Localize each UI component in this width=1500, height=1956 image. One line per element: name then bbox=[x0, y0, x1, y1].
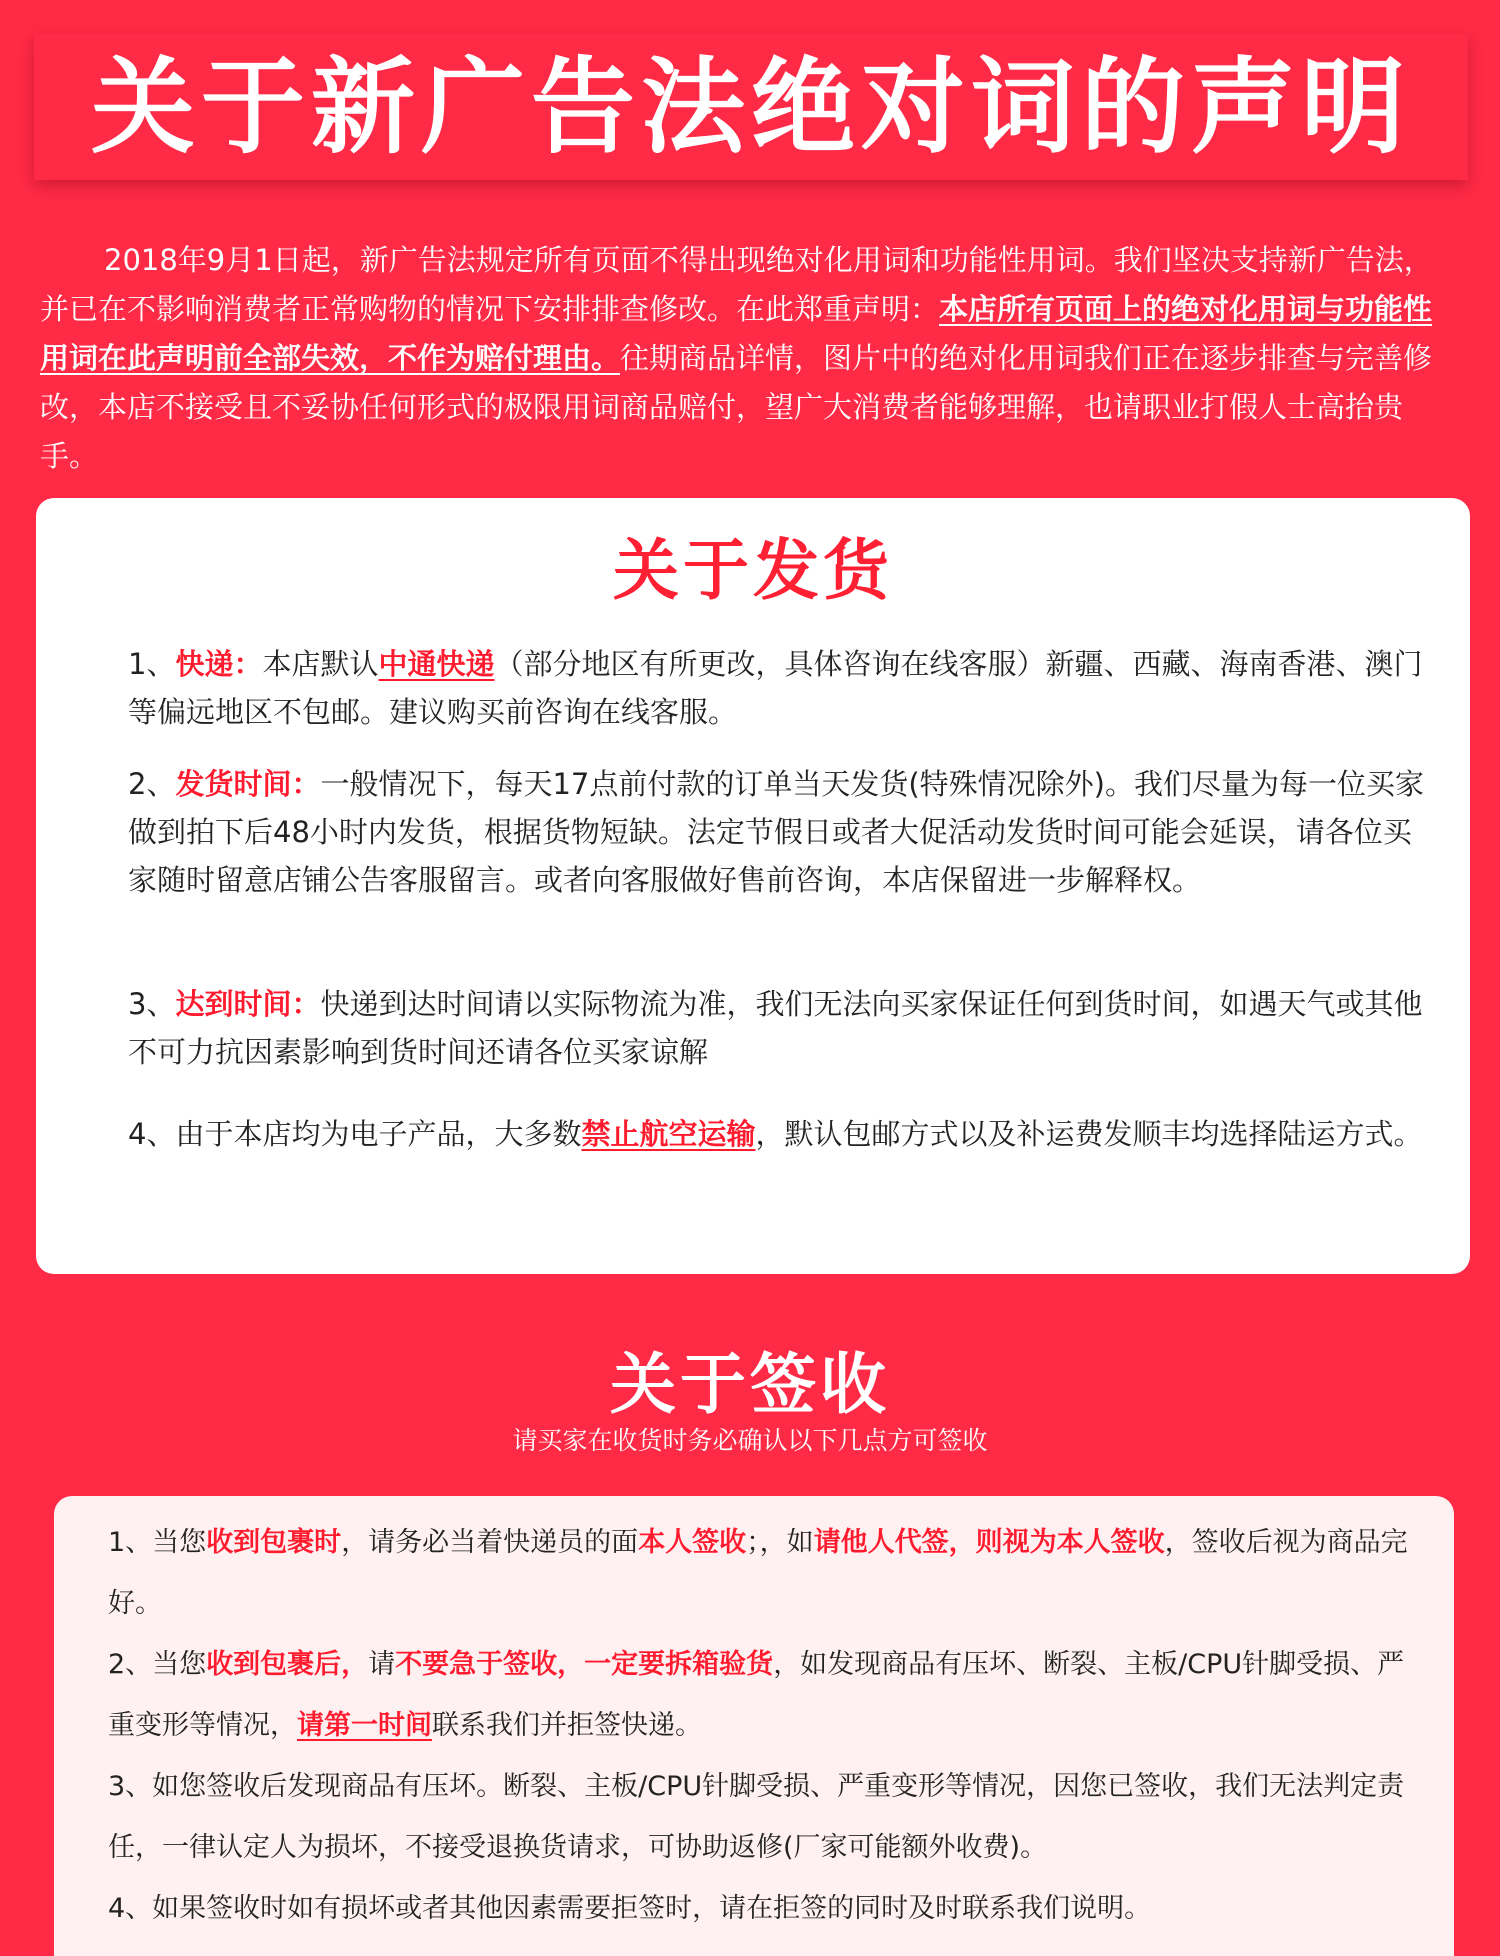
item-number: 1、 bbox=[128, 647, 176, 681]
item-text: 4、如果签收时如有损坏或者其他因素需要拒签时，请在拒签的同时及时联系我们说明。 bbox=[108, 1893, 1152, 1924]
item-text: ，签收后视为商品完好。 bbox=[108, 1527, 1408, 1619]
intro-text-2: 往期商品详情，图片中的绝对化用词我们正在逐步排查与完善修改，本店不接受且不妥协任何形式的极限用词商品赔付，望广大消费者能够理解，也请职业打假人士高抬贵手。 bbox=[40, 341, 1433, 473]
signing-card bbox=[54, 1496, 1454, 1956]
item-text: ；，如 bbox=[746, 1527, 814, 1558]
item-number: 3、 bbox=[128, 987, 176, 1021]
item-text: 本店默认 bbox=[262, 647, 379, 681]
page-title: 关于新广告法绝对词的声明 bbox=[90, 46, 1411, 168]
item-text: ，如发现商品有压坏、断裂、主板/CPU针脚受损、严重变形等情况， bbox=[108, 1649, 1405, 1741]
shipping-title: 关于发货 bbox=[613, 532, 893, 609]
item-text: 2、当您 bbox=[108, 1649, 207, 1680]
item-label: 达到时间： bbox=[175, 987, 321, 1021]
signing-item-4 bbox=[108, 1878, 1428, 1939]
item-label: 发货时间： bbox=[175, 767, 321, 801]
signing-title: 关于签收 bbox=[610, 1346, 890, 1423]
intro-emphasis: 本店所有页面上的绝对化用词与功能性用词在此声明前全部失效，不作为赔付理由。 bbox=[40, 292, 1433, 375]
signing-item-3 bbox=[108, 1756, 1428, 1878]
item-highlight: 不要急于签收，一定要拆箱验货 bbox=[395, 1649, 774, 1680]
item-highlight: 收到包裹后， bbox=[206, 1649, 369, 1680]
item-text: 由于本店均为电子产品，大多数 bbox=[175, 1117, 582, 1151]
intro-text-1: 2018年9月1日起，新广告法规定所有页面不得出现绝对化用词和功能性用词。我们坚决支持新广告法，并已在不影响消费者正常购物的情况下安排排查修改。在此郑重声明： bbox=[40, 243, 1433, 326]
signing-subtitle: 请买家在收货时务必确认以下几点方可签收 bbox=[512, 1426, 988, 1455]
signing-item-2 bbox=[108, 1634, 1428, 1756]
intro-statement bbox=[40, 236, 1460, 481]
item-number: 4、 bbox=[128, 1117, 176, 1151]
shipping-item-4 bbox=[128, 1110, 1438, 1158]
signing-item-1 bbox=[108, 1512, 1428, 1634]
courier-highlight: 中通快递 bbox=[378, 647, 495, 681]
shipping-card bbox=[36, 498, 1470, 1274]
item-text: 一般情况下，每天17点前付款的订单当天发货(特殊情况除外)。我们尽量为每一位买家做到拍下后48小时内发货，根据货物短缺。法定节假日或者大促活动发货时间可能会延误，请各位买家随时留意店铺公告客服留言。或者向客服做好售前咨询，本店保留进一步解释权。 bbox=[128, 767, 1424, 897]
item-text: 1、当您 bbox=[108, 1527, 207, 1558]
item-highlight: 请第一时间 bbox=[297, 1710, 432, 1741]
item-number: 2、 bbox=[128, 767, 176, 801]
item-highlight: 请他人代签，则视为本人签收 bbox=[813, 1527, 1165, 1558]
title-banner bbox=[34, 34, 1468, 180]
item-text: 快递到达时间请以实际物流为准，我们无法向买家保证任何到货时间，如遇天气或其他不可力抗因素影响到货时间还请各位买家谅解 bbox=[128, 987, 1423, 1069]
shipping-item-3 bbox=[128, 980, 1438, 1076]
item-text: ，请务必当着快递员的面 bbox=[341, 1527, 639, 1558]
item-text: 联系我们并拒签快递。 bbox=[432, 1710, 702, 1741]
item-highlight: 本人签收 bbox=[638, 1527, 747, 1558]
item-text: 请 bbox=[368, 1649, 396, 1680]
item-label: 快递： bbox=[175, 647, 263, 681]
item-text: ，默认包邮方式以及补运费发顺丰均选择陆运方式。 bbox=[755, 1117, 1423, 1151]
shipping-item-2 bbox=[128, 760, 1438, 904]
shipping-item-1 bbox=[128, 640, 1438, 736]
no-air-transport-highlight: 禁止航空运输 bbox=[581, 1117, 756, 1151]
item-text: 3、如您签收后发现商品有压坏。断裂、主板/CPU针脚受损、严重变形等情况，因您已签收，我们无法判定责任，一律认定人为损坏，不接受退换货请求，可协助返修(厂家可能额外收费)。 bbox=[108, 1771, 1405, 1863]
item-text: （部分地区有所更改，具体咨询在线客服）新疆、西藏、海南香港、澳门等偏远地区不包邮。建议购买前咨询在线客服。 bbox=[128, 647, 1423, 729]
item-highlight: 收到包裹时 bbox=[206, 1527, 342, 1558]
